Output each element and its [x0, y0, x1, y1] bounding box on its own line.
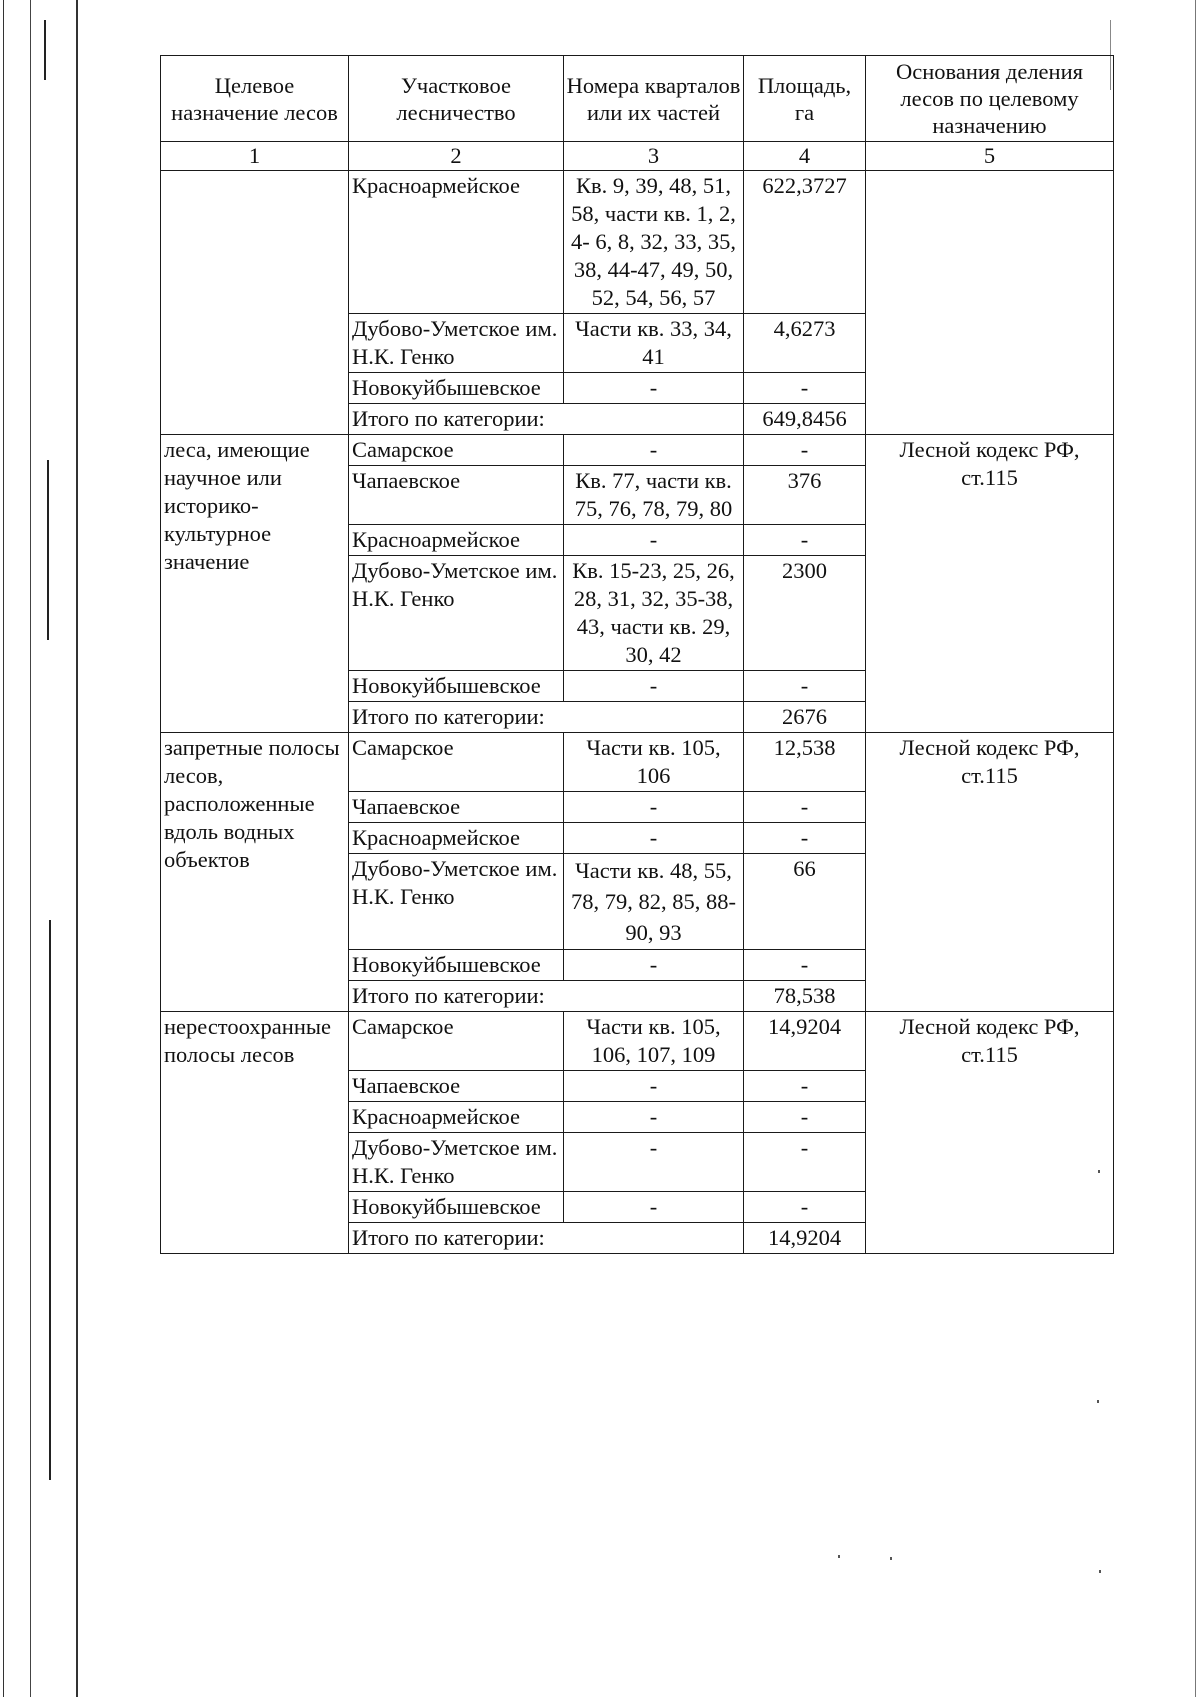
area-cell: 2300 — [744, 556, 866, 671]
quarters-cell: Кв. 9, 39, 48, 51, 58, части кв. 1, 2, 4- 6, 8, 32, 33, 35, 38, 44-47, 49, 50, 52, 54, 56, 57 — [564, 171, 744, 314]
forestry-cell: Чапаевское — [349, 1071, 564, 1102]
quarters-cell: Части кв. 105, 106 — [564, 733, 744, 792]
forestry-cell: Чапаевское — [349, 466, 564, 525]
area-cell: - — [744, 373, 866, 404]
forestry-cell: Красноармейское — [349, 171, 564, 314]
basis-cell-continued — [866, 171, 1114, 435]
scan-edge-left-5 — [49, 920, 51, 1480]
forestry-cell: Новокуйбышевское — [349, 950, 564, 981]
purpose-cell: нерестоохранные полосы лесов — [161, 1012, 349, 1254]
header-forestry: Участковое лесничество — [349, 56, 564, 142]
purpose-cell: леса, имеющие научное или историко-культурное значение — [161, 435, 349, 733]
area-cell: 66 — [744, 854, 866, 950]
forestry-cell: Дубово-Уметское им. Н.К. Генко — [349, 314, 564, 373]
area-cell: - — [744, 525, 866, 556]
header-quarters: Номера кварталов или их частей — [564, 56, 744, 142]
forestry-cell: Дубово-Уметское им. Н.К. Генко — [349, 854, 564, 950]
quarters-cell: Кв. 77, части кв. 75, 76, 78, 79, 80 — [564, 466, 744, 525]
table-header-row — [161, 56, 1114, 142]
scan-speck — [1099, 1570, 1101, 1573]
scan-edge-left — [3, 0, 4, 1697]
column-number: 1 — [161, 142, 349, 171]
forestry-cell: Самарское — [349, 733, 564, 792]
forest-purpose-table — [160, 55, 1114, 1254]
scan-speck — [838, 1555, 840, 1558]
forestry-cell: Новокуйбышевское — [349, 1192, 564, 1223]
area-cell: - — [744, 950, 866, 981]
total-area: 14,9204 — [744, 1223, 866, 1254]
area-cell: - — [744, 1102, 866, 1133]
area-cell: - — [744, 792, 866, 823]
table-row — [161, 435, 1114, 466]
quarters-cell: - — [564, 373, 744, 404]
area-cell: 622,3727 — [744, 171, 866, 314]
forestry-cell: Красноармейское — [349, 525, 564, 556]
area-cell: - — [744, 671, 866, 702]
forestry-cell: Самарское — [349, 435, 564, 466]
forestry-cell: Новокуйбышевское — [349, 373, 564, 404]
scan-edge-right — [1195, 0, 1196, 1697]
scan-edge-left-4 — [47, 460, 49, 640]
area-cell: 376 — [744, 466, 866, 525]
column-number: 3 — [564, 142, 744, 171]
forestry-cell: Красноармейское — [349, 823, 564, 854]
column-number: 2 — [349, 142, 564, 171]
header-purpose: Целевое назначение лесов — [161, 56, 349, 142]
table-row — [161, 1012, 1114, 1071]
quarters-cell: Части кв. 105, 106, 107, 109 — [564, 1012, 744, 1071]
quarters-cell: - — [564, 792, 744, 823]
area-cell: - — [744, 435, 866, 466]
forestry-cell: Чапаевское — [349, 792, 564, 823]
quarters-cell: - — [564, 1102, 744, 1133]
column-number-row — [161, 142, 1114, 171]
header-basis: Основания деления лесов по целевому назначению — [866, 56, 1114, 142]
quarters-cell: Части кв. 33, 34, 41 — [564, 314, 744, 373]
total-area: 649,8456 — [744, 404, 866, 435]
quarters-cell: - — [564, 671, 744, 702]
area-cell: - — [744, 1133, 866, 1192]
quarters-cell: - — [564, 1133, 744, 1192]
purpose-cell-continued — [161, 171, 349, 435]
quarters-cell: - — [564, 525, 744, 556]
total-area: 78,538 — [744, 981, 866, 1012]
forestry-cell: Красноармейское — [349, 1102, 564, 1133]
area-cell: 4,6273 — [744, 314, 866, 373]
quarters-cell: - — [564, 435, 744, 466]
header-area: Площадь, га — [744, 56, 866, 142]
forestry-cell: Дубово-Уметское им. Н.К. Генко — [349, 556, 564, 671]
scan-edge-left-3 — [44, 20, 46, 80]
scan-edge-left-6 — [76, 0, 78, 1697]
quarters-cell: Части кв. 48, 55, 78, 79, 82, 85, 88-90, 93 — [564, 854, 744, 950]
basis-cell: Лесной кодекс РФ, ст.115 — [866, 1012, 1114, 1254]
forestry-cell: Самарское — [349, 1012, 564, 1071]
total-label: Итого по категории: — [349, 404, 744, 435]
quarters-cell: - — [564, 823, 744, 854]
area-cell: - — [744, 823, 866, 854]
area-cell: 12,538 — [744, 733, 866, 792]
area-cell: - — [744, 1192, 866, 1223]
quarters-cell: - — [564, 1071, 744, 1102]
area-cell: - — [744, 1071, 866, 1102]
table-row — [161, 171, 1114, 314]
purpose-cell: запретные полосы лесов, расположенные вдоль водных объектов — [161, 733, 349, 1012]
quarters-cell: - — [564, 1192, 744, 1223]
table-row — [161, 733, 1114, 792]
quarters-cell: Кв. 15-23, 25, 26, 28, 31, 32, 35-38, 43, части кв. 29, 30, 42 — [564, 556, 744, 671]
total-label: Итого по категории: — [349, 702, 744, 733]
forestry-cell: Новокуйбышевское — [349, 671, 564, 702]
scan-speck — [1097, 1400, 1099, 1403]
forestry-cell: Дубово-Уметское им. Н.К. Генко — [349, 1133, 564, 1192]
scan-speck — [890, 1557, 892, 1560]
column-number: 4 — [744, 142, 866, 171]
column-number: 5 — [866, 142, 1114, 171]
total-area: 2676 — [744, 702, 866, 733]
area-cell: 14,9204 — [744, 1012, 866, 1071]
basis-cell: Лесной кодекс РФ, ст.115 — [866, 435, 1114, 733]
total-label: Итого по категории: — [349, 981, 744, 1012]
basis-cell: Лесной кодекс РФ, ст.115 — [866, 733, 1114, 1012]
quarters-cell: - — [564, 950, 744, 981]
total-label: Итого по категории: — [349, 1223, 744, 1254]
scan-edge-left-2 — [30, 0, 31, 1697]
